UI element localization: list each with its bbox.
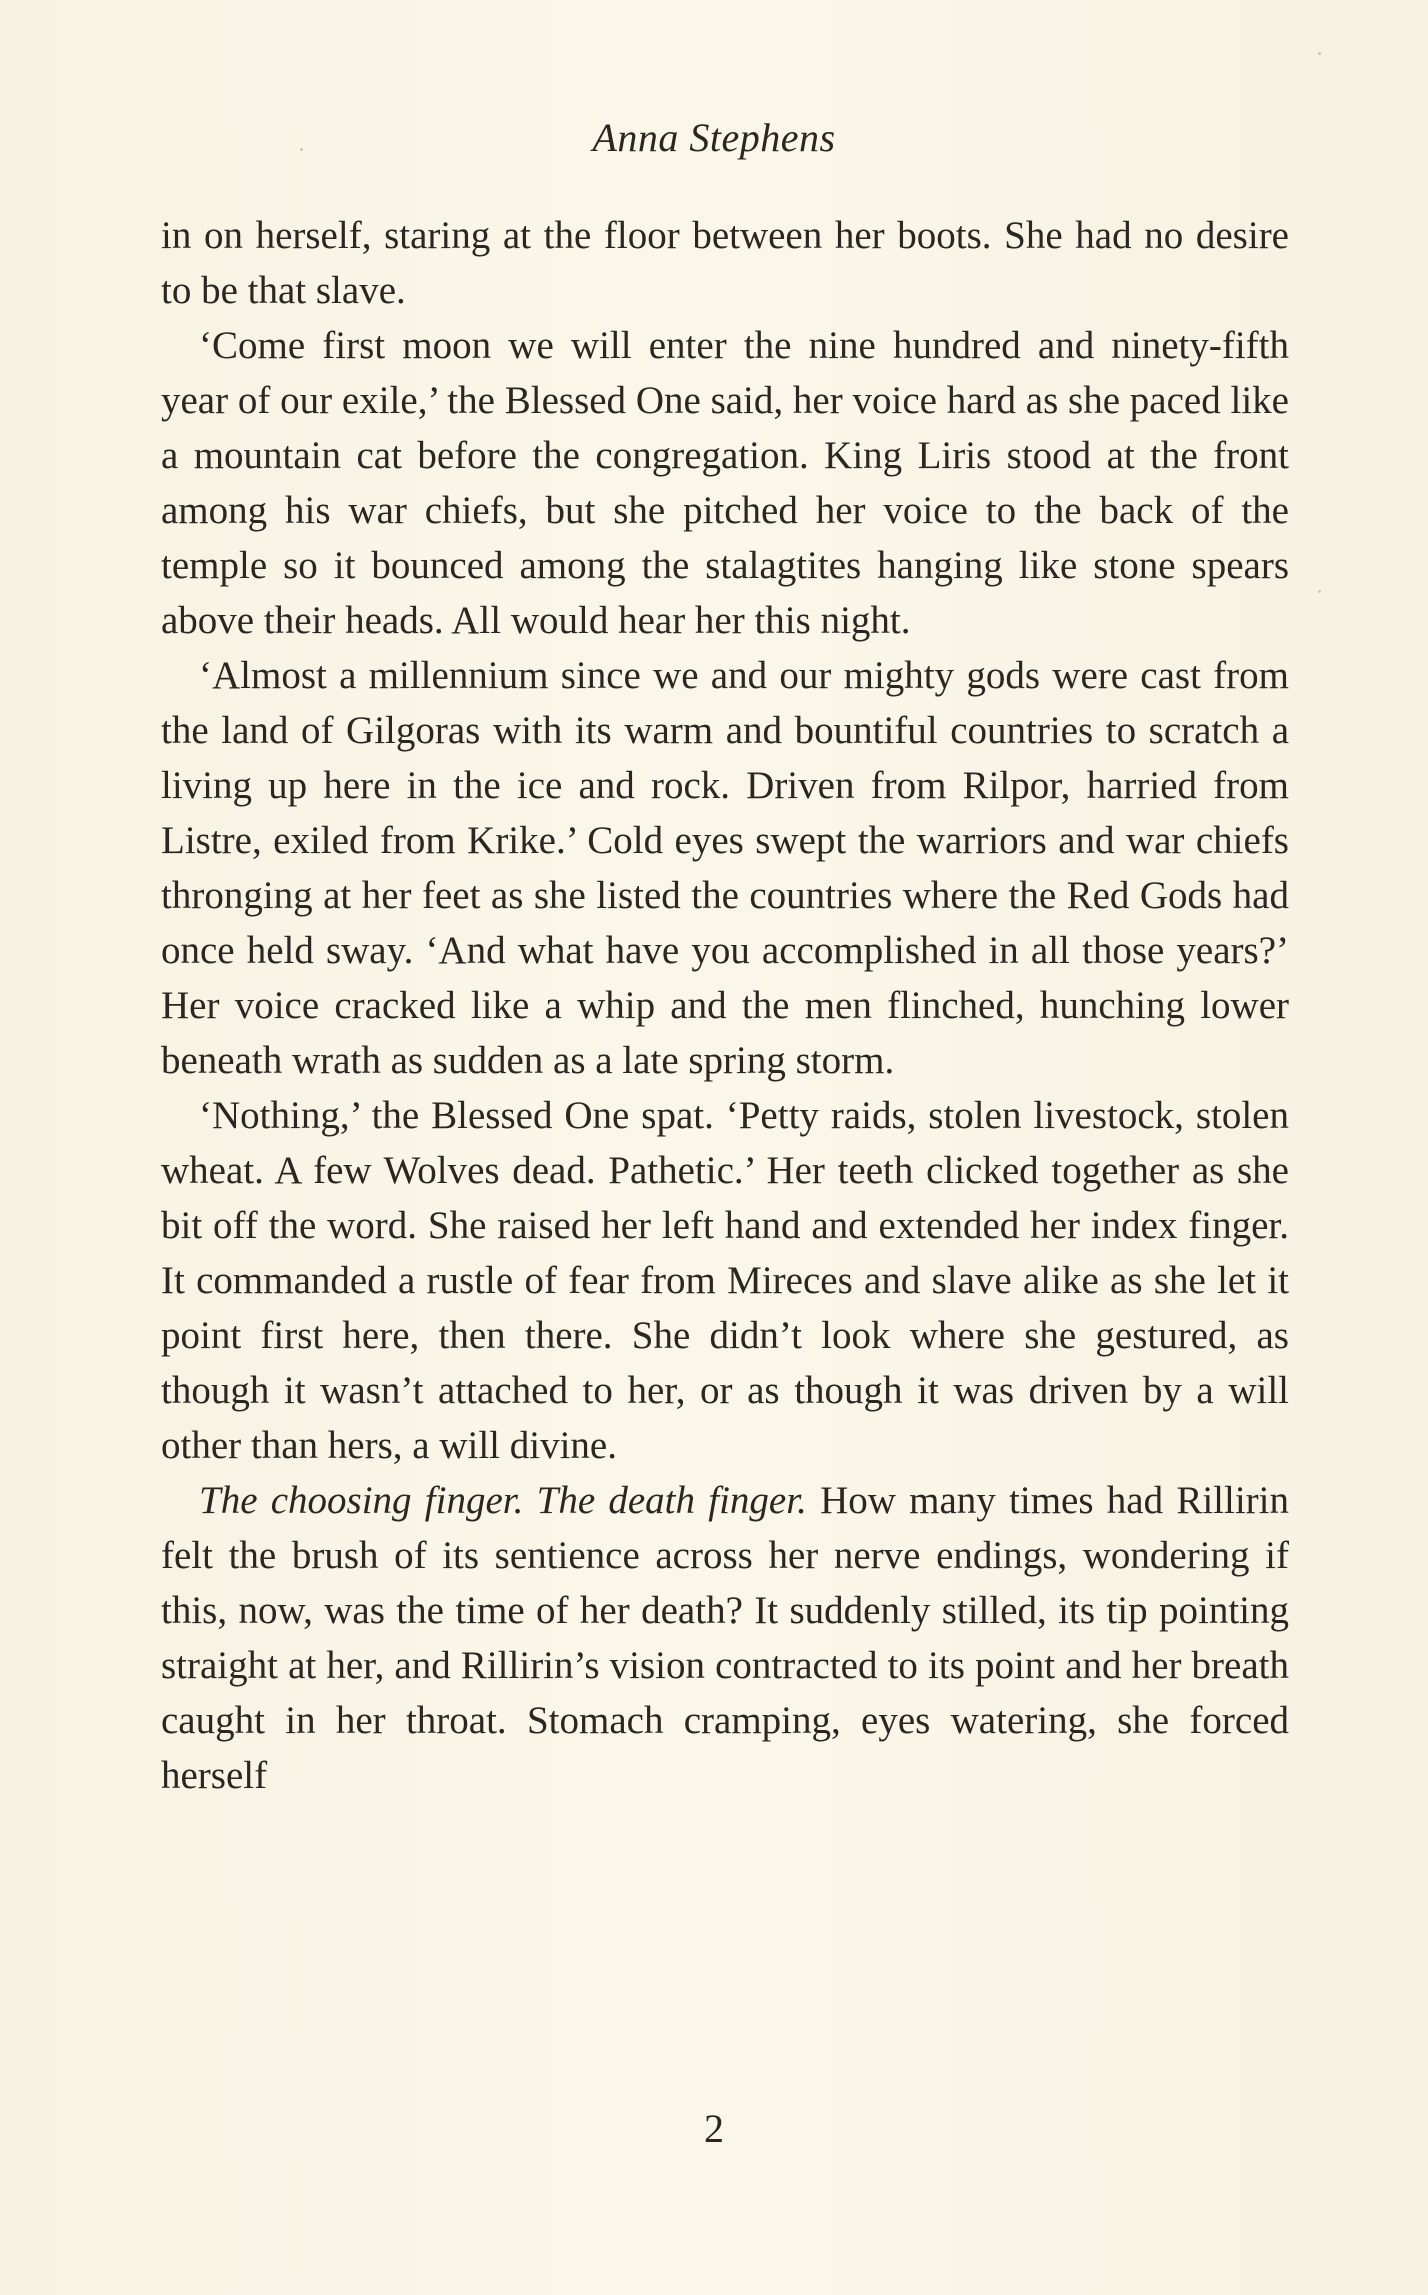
paragraph-1: in on herself, staring at the floor between her boots. She had no desire to be that slave.	[161, 214, 1289, 312]
page-number: 2	[704, 2106, 724, 2151]
paper-speck	[1318, 52, 1321, 55]
paragraph-3: ‘Almost a millennium since we and our mighty gods were cast from the land of Gilgoras with its warm and bountiful countries to scratch a living up here in the ice and rock. Driven from Rilpor, harried from Listre, exiled from Krike.’ Cold eyes swept the warriors and war chiefs thronging at her feet as she listed the countries where the Red Gods had once held sway. ‘And what have you accomplished in all those years?’ Her voice cracked like a whip and the men flinched, hunching lower beneath wrath as sudden as a late spring storm.	[161, 654, 1289, 1082]
paragraph-4: ‘Nothing,’ the Blessed One spat. ‘Petty raids, stolen livestock, stolen wheat. A few Wolves dead. Pathetic.’ Her teeth clicked together as she bit off the word. She raised her left hand and extended her index finger. It commanded a rustle of fear from Mireces and slave alike as she let it point first here, then there. She didn’t look where she gestured, as though it wasn’t attached to her, or as though it was driven by a will other than hers, a will divine.	[161, 1094, 1289, 1467]
paragraph-2: ‘Come first moon we will enter the nine hundred and ninety-fifth year of our exile,’ the Blessed One said, her voice hard as she paced like a mountain cat before the congregation. King Liris stood at the front among his war chiefs, but she pitched her voice to the back of the temple so it bounced among the stalagtites hanging like stone spears above their heads. All would hear her this night.	[161, 324, 1289, 642]
paragraph-5	[161, 1473, 1289, 1803]
paper-speck	[1318, 590, 1321, 593]
paper-speck	[300, 148, 303, 151]
running-head-author: Anna Stephens	[592, 115, 836, 160]
paragraph-5-text: How many times had Rillirin felt the brush of its sentience across her nerve endings, wondering if this, now, was the time of her death? It suddenly stilled, its tip pointing straight at her, and Rillirin’s vision contracted to its point and her breath caught in her throat. Stomach cramping, eyes watering, she forced herself	[161, 1479, 1289, 1797]
paragraph-5-italic-lead: The choosing finger. The death finger.	[199, 1479, 807, 1522]
body-text	[161, 208, 1289, 1803]
